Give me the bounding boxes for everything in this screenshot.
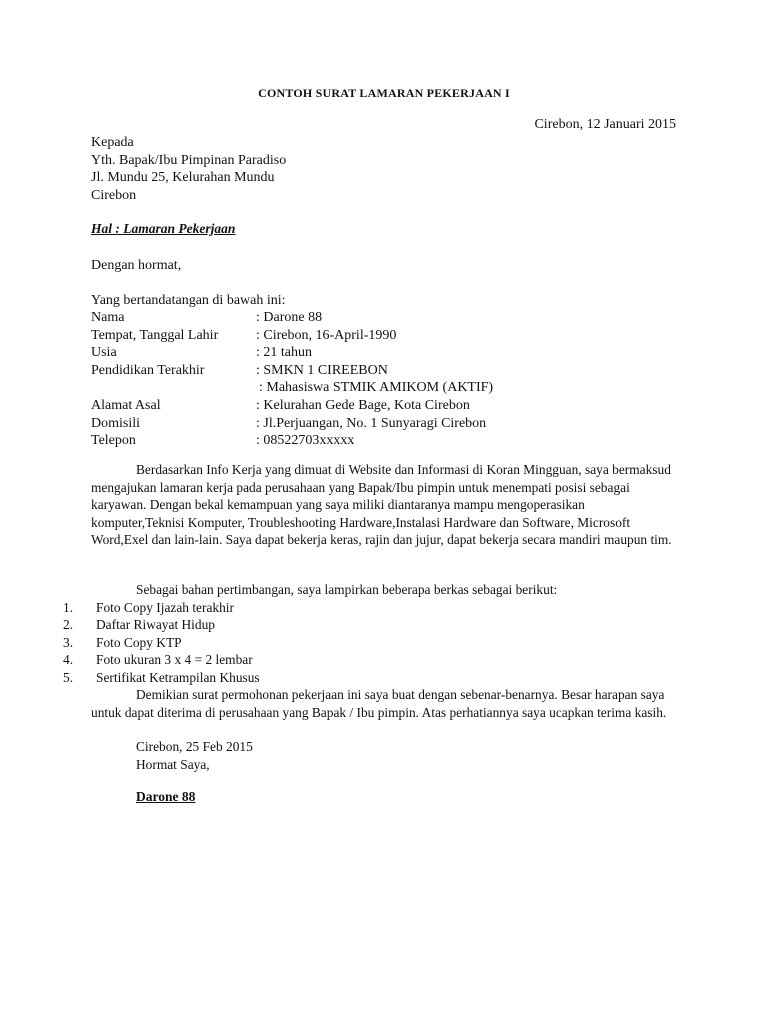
field-label: Alamat Asal: [91, 397, 161, 413]
body-paragraph-1-text: Berdasarkan Info Kerja yang dimuat di Website dan Informasi di Koran Mingguan, saya bermaksud mengajukan lamaran kerja pada perusahaan yang Bapak/Ibu pimpin untuk menempati posisi sebagai karyawan. Dengan bekal kemampuan yang saya miliki diantaranya mampu mengoperasikan komputer,Teknisi Komputer, Troubleshooting Hardware,Instalasi Hardware dan Software, Microsoft Word,Exel dan lain-lain. Saya dapat bekerja keras, rajin dan jujur, dapat bekerja secara mandiri maupun tim.: [91, 462, 672, 547]
closing-block: [136, 738, 253, 773]
field-row: [91, 397, 651, 415]
greeting: Dengan hormat,: [91, 258, 182, 273]
field-value: : 08522703xxxxx: [256, 433, 355, 449]
list-text: Daftar Riwayat Hidup: [96, 617, 215, 633]
closing-regards: Hormat Saya,: [136, 756, 210, 772]
field-label: Nama: [91, 310, 125, 325]
field-row: [91, 309, 651, 327]
list-text: Sertifikat Ketrampilan Khusus: [96, 669, 260, 685]
subject-line: Hal : Lamaran Pekerjaan: [91, 221, 236, 236]
field-row: [91, 344, 651, 362]
document-title: CONTOH SURAT LAMARAN PEKERJAAN I: [258, 86, 510, 100]
body-paragraph-2-text: Sebagai bahan pertimbangan, saya lampirkan beberapa berkas sebagai berikut:: [136, 582, 558, 597]
applicant-fields: [91, 309, 651, 450]
letter-date: Cirebon, 12 Januari 2015: [534, 117, 676, 132]
field-value: : SMKN 1 CIREEBON: [256, 362, 388, 378]
field-label: Pendidikan Terakhir: [91, 362, 205, 378]
list-number: 4.: [63, 652, 74, 668]
intro-line: Yang bertandatangan di bawah ini:: [91, 293, 286, 308]
field-label: Domisili: [91, 415, 141, 431]
recipient-line: Yth. Bapak/Ibu Pimpinan Paradiso: [91, 152, 287, 168]
body-paragraph-1: [91, 461, 681, 549]
recipient-line: Jl. Mundu 25, Kelurahan Mundu: [91, 170, 275, 185]
body-paragraph-2: [91, 581, 681, 599]
list-number: 2.: [63, 617, 74, 633]
field-row: [91, 327, 651, 345]
closing-place-date: Cirebon, 25 Feb 2015: [136, 739, 253, 754]
field-row: [91, 432, 651, 450]
field-row: [91, 362, 651, 380]
field-row: [91, 415, 651, 433]
field-value: : Kelurahan Gede Bage, Kota Cirebon: [256, 397, 470, 413]
field-value: : Cirebon, 16-April-1990: [256, 327, 397, 343]
body-paragraph-3: [91, 686, 681, 721]
field-label: Tempat, Tanggal Lahir: [91, 327, 219, 343]
recipient-line: Kepada: [91, 135, 134, 150]
recipient-block: [91, 134, 286, 204]
signature-name: Darone 88: [136, 789, 196, 804]
field-row: [91, 379, 651, 397]
body-paragraph-3-text: Demikian surat permohonan pekerjaan ini saya buat dengan sebenar-benarnya. Besar harapan saya untuk dapat diterima di perusahaan yang Bapak / Ibu pimpin. Atas perhatiannya saya ucapkan terima kasih.: [91, 687, 667, 720]
list-text: Foto Copy KTP: [96, 634, 182, 650]
list-number: 5.: [63, 669, 74, 685]
field-label: Usia: [91, 345, 117, 361]
list-text: Foto Copy Ijazah terakhir: [96, 600, 234, 615]
field-label: Telepon: [91, 433, 136, 449]
list-number: 1.: [63, 600, 74, 615]
field-value: : Jl.Perjuangan, No. 1 Sunyaragi Cirebon: [256, 415, 487, 431]
field-value: : Darone 88: [256, 310, 323, 325]
list-text: Foto ukuran 3 x 4 = 2 lembar: [96, 652, 253, 668]
field-value: : 21 tahun: [256, 345, 312, 361]
list-number: 3.: [63, 634, 74, 650]
field-value: : Mahasiswa STMIK AMIKOM (AKTIF): [259, 380, 494, 396]
recipient-line: Cirebon: [91, 187, 137, 203]
